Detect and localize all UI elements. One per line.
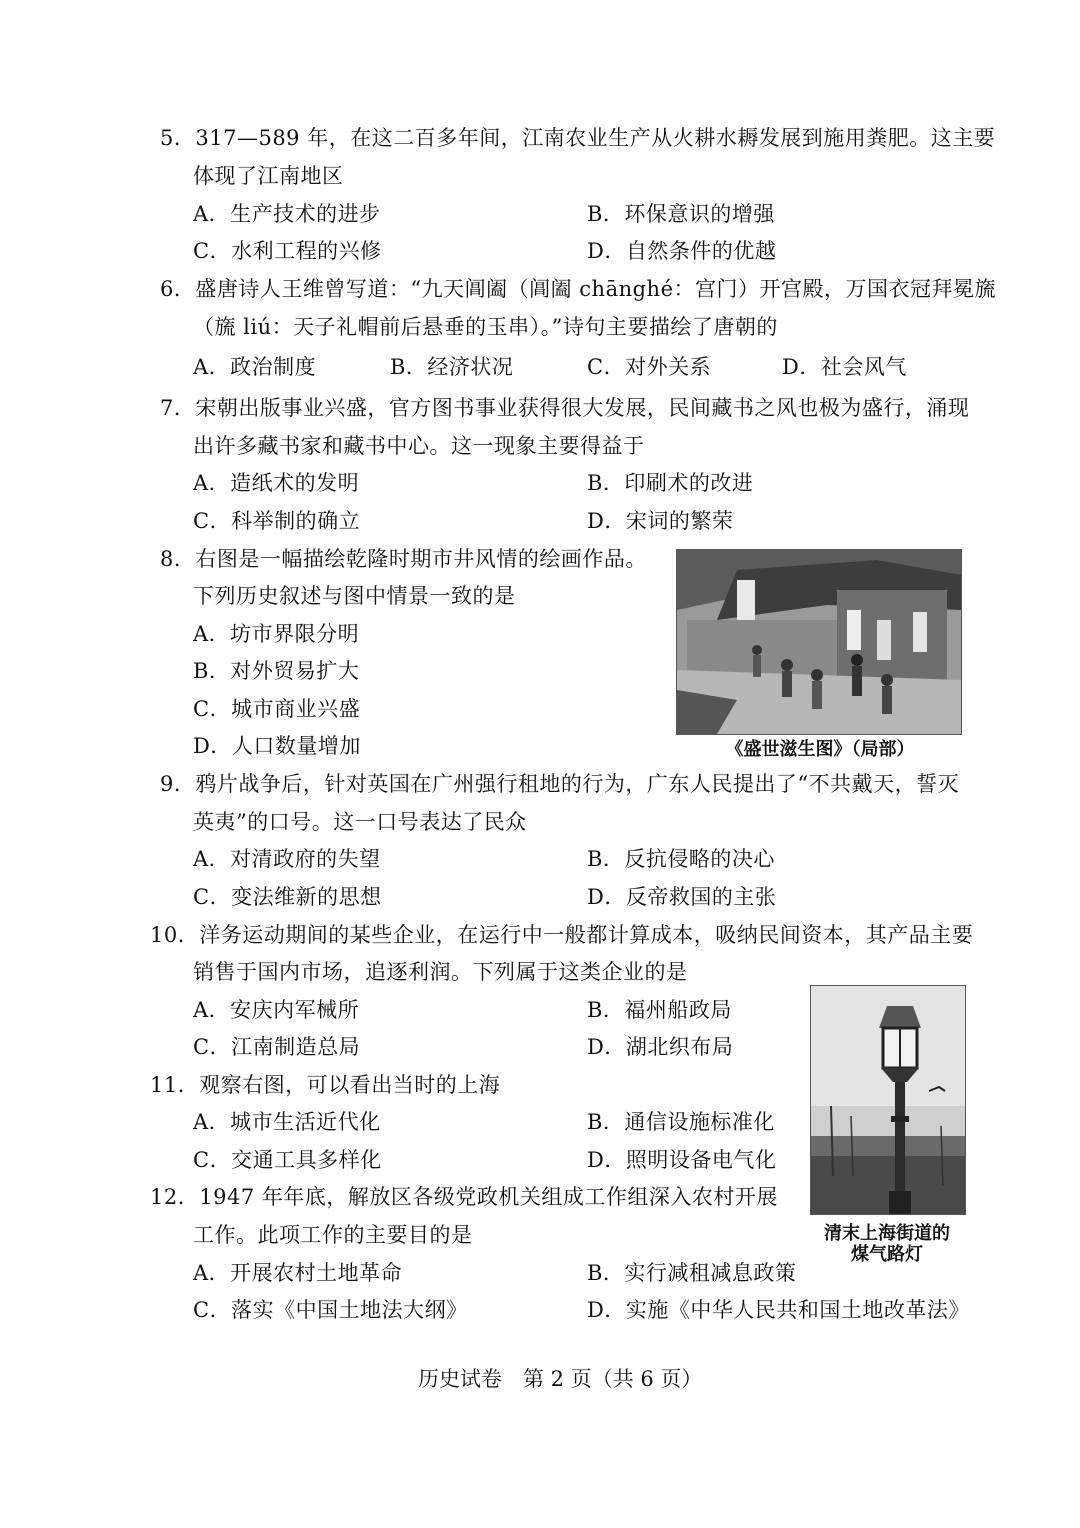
- question-10-line-2: 销售于国内市场，追逐利润。下列属于这类企业的是: [193, 960, 688, 984]
- q7-option-a: A．造纸术的发明: [193, 471, 360, 495]
- gas-lamp-illustration: [811, 986, 965, 1214]
- question-6-line-2: （旒 liú：天子礼帽前后悬垂的玉串）。”诗句主要描绘了唐朝的: [193, 315, 778, 339]
- q6-option-a: A．政治制度: [193, 355, 317, 379]
- question-10-line-1: 10．洋务运动期间的某些企业，在运行中一般都计算成本，吸纳民间资本，其产品主要: [150, 923, 974, 947]
- page-footer: 历史试卷 第 2 页（共 6 页）: [418, 1367, 703, 1391]
- q12-option-c: C．落实《中国土地法大纲》: [193, 1298, 468, 1322]
- q5-option-d: D．自然条件的优越: [587, 239, 777, 263]
- q7-option-c: C．科举制的确立: [193, 509, 361, 533]
- question-5-line-2: 体现了江南地区: [193, 164, 344, 188]
- q9-option-c: C．变法维新的思想: [193, 885, 382, 909]
- question-6-line-1: 6．盛唐诗人王维曾写道：“九天阊阖（阊阖 chānghé：宫门）开宫殿，万国衣冠拜冕旒: [160, 277, 997, 301]
- q12-option-d: D．实施《中华人民共和国土地改革法》: [587, 1298, 970, 1322]
- painting-caption: 《盛世滋生图》（局部）: [725, 739, 915, 760]
- q5-option-a: A．生产技术的进步: [193, 202, 381, 226]
- q9-option-b: B．反抗侵略的决心: [587, 847, 775, 871]
- q8-option-d: D．人口数量增加: [193, 734, 361, 758]
- q10-option-a: A．安庆内军械所: [193, 998, 360, 1022]
- q6-option-b: B．经济状况: [390, 355, 514, 379]
- q10-option-c: C．江南制造总局: [193, 1035, 361, 1059]
- gas-lamp-caption-line-1: 清末上海街道的: [824, 1223, 950, 1244]
- question-8-line-2: 下列历史叙述与图中情景一致的是: [193, 584, 516, 608]
- q10-option-d: D．湖北织布局: [587, 1035, 734, 1059]
- q8-option-a: A．坊市界限分明: [193, 622, 360, 646]
- street-scene-illustration: [677, 550, 961, 734]
- q8-option-b: B．对外贸易扩大: [193, 659, 360, 683]
- question-12-line-2: 工作。此项工作的主要目的是: [193, 1223, 473, 1247]
- q11-option-c: C．交通工具多样化: [193, 1148, 382, 1172]
- q8-option-c: C．城市商业兴盛: [193, 697, 361, 721]
- q9-option-d: D．反帝救国的主张: [587, 885, 777, 909]
- q11-option-b: B．通信设施标准化: [587, 1110, 775, 1134]
- question-7-line-1: 7．宋朝出版事业兴盛，官方图书事业获得很大发展，民间藏书之风也极为盛行，涌现: [160, 396, 970, 420]
- question-11-line-1: 11．观察右图，可以看出当时的上海: [150, 1073, 501, 1097]
- gas-lamp-image: [810, 985, 966, 1215]
- q7-option-d: D．宋词的繁荣: [587, 509, 734, 533]
- q9-option-a: A．对清政府的失望: [193, 847, 381, 871]
- painting-image: [676, 549, 962, 735]
- question-9-line-2: 英夷”的口号。这一口号表达了民众: [193, 810, 527, 834]
- question-5-line-1: 5．317—589 年，在这二百多年间，江南农业生产从火耕水耨发展到施用粪肥。这主要: [160, 126, 996, 150]
- q5-option-c: C．水利工程的兴修: [193, 239, 382, 263]
- q12-option-a: A．开展农村土地革命: [193, 1261, 403, 1285]
- question-7-line-2: 出许多藏书家和藏书中心。这一现象主要得益于: [193, 434, 645, 458]
- q7-option-b: B．印刷术的改进: [587, 471, 754, 495]
- q6-option-c: C．对外关系: [587, 355, 712, 379]
- question-9-line-1: 9．鸦片战争后，针对英国在广州强行租地的行为，广东人民提出了“不共戴天，誓灭: [160, 772, 960, 796]
- question-8-line-1: 8．右图是一幅描绘乾隆时期市井风情的绘画作品。: [160, 547, 647, 571]
- question-12-line-1: 12．1947 年年底，解放区各级党政机关组成工作组深入农村开展: [150, 1185, 778, 1209]
- q6-option-d: D．社会风气: [782, 355, 907, 379]
- q5-option-b: B．环保意识的增强: [587, 202, 775, 226]
- q11-option-a: A．城市生活近代化: [193, 1110, 381, 1134]
- gas-lamp-caption-line-2: 煤气路灯: [851, 1244, 923, 1265]
- q10-option-b: B．福州船政局: [587, 998, 732, 1022]
- q12-option-b: B．实行减租减息政策: [587, 1261, 797, 1285]
- q11-option-d: D．照明设备电气化: [587, 1148, 777, 1172]
